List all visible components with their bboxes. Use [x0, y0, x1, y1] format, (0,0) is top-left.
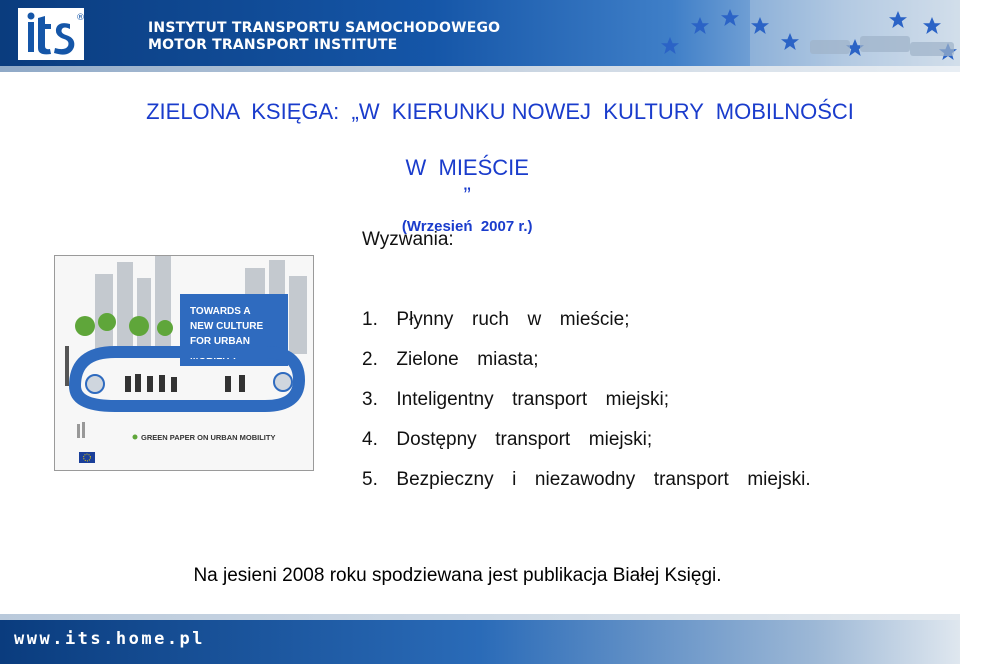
- challenges-heading: Wyzwania:: [362, 229, 454, 250]
- challenge-item-4: 4. Dostępny transport miejski;: [362, 429, 653, 450]
- white-paper-note: Na jesieni 2008 roku spodziewana jest publikacja Białej Księgi.: [193, 565, 722, 586]
- eu-stars-graphic: [630, 0, 960, 68]
- cover-headline-1: TOWARDS A: [190, 306, 251, 317]
- title-line-1: ZIELONA KSIĘGA: „W KIERUNKU NOWEJ KULTURY MOBILNOŚCI: [146, 99, 854, 124]
- challenge-item-3: 3. Inteligentny transport miejski;: [362, 389, 670, 410]
- challenge-item-1: 1. Płynny ruch w mieście;: [362, 309, 630, 330]
- cover-headline-3: FOR URBAN: [190, 336, 250, 347]
- its-logo: [18, 8, 84, 60]
- page-title: [0, 98, 1000, 269]
- cover-subtitle: GREEN PAPER ON URBAN MOBILITY: [141, 433, 276, 442]
- header-divider: [0, 66, 960, 72]
- green-paper-cover: [54, 255, 314, 471]
- registered-mark: ®: [76, 13, 85, 23]
- challenge-item-2: 2. Zielone miasta;: [362, 349, 539, 370]
- website-url: www.its.home.pl: [14, 629, 206, 649]
- cover-illustration: [55, 256, 313, 470]
- title-quote-glyph: ”: [463, 183, 471, 208]
- cover-headline-4: MOBILITY: [190, 351, 238, 362]
- cover-headline-2: NEW CULTURE: [190, 321, 264, 332]
- title-line-2: [0, 126, 1000, 269]
- institute-name: [148, 20, 500, 54]
- header-banner: [0, 0, 960, 68]
- institute-name-pl: INSTYTUT TRANSPORTU SAMOCHODOWEGO: [148, 20, 501, 36]
- title-date: (Wrzesień 2007 r.): [401, 218, 533, 235]
- title-main: W MIEŚCIE: [405, 155, 529, 180]
- challenge-item-5: 5. Bezpieczny i niezawodny transport miejski.: [362, 469, 811, 490]
- institute-name-en: MOTOR TRANSPORT INSTITUTE: [148, 37, 398, 53]
- challenges-list: [362, 306, 811, 506]
